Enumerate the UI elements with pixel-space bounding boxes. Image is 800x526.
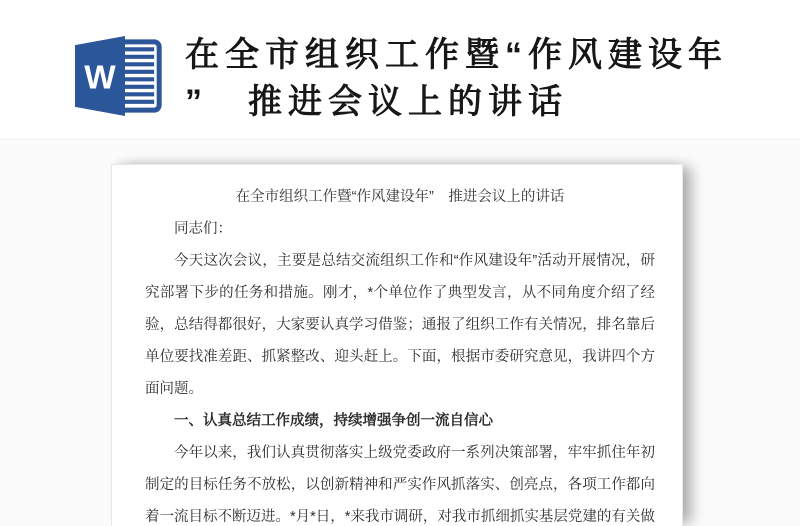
- document-title: 在全市组织工作暨“作风建设年” 推进会议上的讲话: [235, 189, 565, 205]
- page-title: [185, 32, 728, 126]
- section-heading-1: 一、认真总结工作成绩，持续增强争创一流自信心: [174, 413, 493, 429]
- word-icon: [75, 35, 165, 117]
- paragraph-1: 今天这次会议，主要是总结交流组织工作和“作风建设年”活动开展情况，研究部署下步的任务和措施。刚才，*个单位作了典型发言，从不同角度介绍了经验，总结得都很好，大家要认真学习借鉴；通报了组织工作有关情况，排名靠后单位要找准差距、抓紧整改、迎头赶上。下面，根据市委研究意见，我讲四个方面问题。: [145, 253, 655, 397]
- header: [75, 32, 728, 126]
- page-title-line-1: 在全市组织工作暨“作风建设年: [185, 36, 728, 74]
- word-icon-letter: W: [84, 59, 116, 97]
- document-page: [111, 164, 683, 526]
- salutation: 同志们：: [174, 221, 232, 237]
- paragraph-2: 今年以来，我们认真贯彻落实上级党委政府一系列决策部署，牢牢抓住年初制定的目标任务不放松，以创新精神和严实作风抓落实、创亮点，各项工作都向着一流目标不断迈进。*月*日，*来我市调研，对我市抓细抓实基层党建的有关做: [145, 445, 655, 525]
- page-title-line-2: ” 推进会议上的讲话: [185, 83, 568, 121]
